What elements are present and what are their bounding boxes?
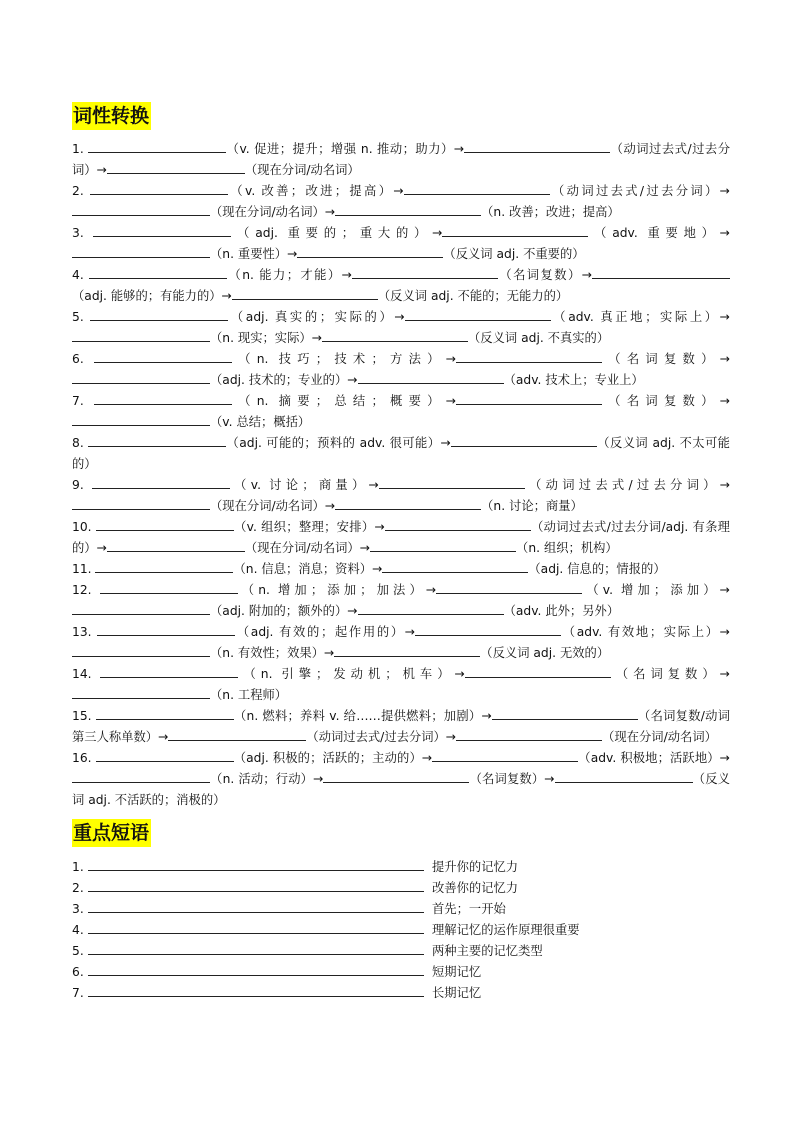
form-hint: （n. 引擎；发动机；机车）→: [238, 667, 465, 681]
answer-blank[interactable]: [94, 349, 232, 363]
phrase-item: [72, 941, 730, 962]
word-conversion-item: [72, 391, 730, 433]
answer-blank[interactable]: [88, 878, 424, 892]
form-hint: （adj. 可能的；预料的 adv. 很可能）→: [226, 436, 451, 450]
answer-blank[interactable]: [335, 202, 481, 216]
form-hint: （adv. 重要地）→: [588, 226, 730, 240]
answer-blank[interactable]: [379, 475, 525, 489]
form-hint: （adj. 信息的；情报的）: [528, 562, 666, 576]
item-number: 4.: [72, 923, 84, 937]
form-hint: （反义词 adj. 不活跃的；消极的）: [72, 772, 730, 807]
answer-blank[interactable]: [335, 496, 481, 510]
word-conversion-item: [72, 706, 730, 748]
answer-blank[interactable]: [72, 412, 210, 426]
form-hint: （现在分词/动名词）: [602, 730, 717, 744]
word-conversion-item: [72, 748, 730, 811]
form-hint: （adv. 真正地；实际上）→: [550, 310, 730, 324]
form-hint: （adj. 重要的；重大的）→: [231, 226, 443, 240]
form-hint: （名词复数）→: [469, 772, 555, 786]
answer-blank[interactable]: [465, 664, 611, 678]
answer-blank[interactable]: [88, 899, 424, 913]
form-hint: （动词过去式/过去分词）→: [524, 478, 731, 492]
form-hint: （反义词 adj. 不真实的）: [468, 331, 610, 345]
form-hint: （adv. 此外；另外）: [503, 604, 620, 618]
section-title-key-phrases: 重点短语: [72, 819, 151, 847]
answer-blank[interactable]: [72, 244, 210, 258]
answer-blank[interactable]: [464, 139, 610, 153]
form-hint: （adj. 积极的；活跃的；主动的）→: [233, 751, 433, 765]
word-conversion-item: [72, 139, 730, 181]
item-number: 16.: [72, 751, 92, 765]
answer-blank[interactable]: [97, 622, 235, 636]
form-hint: （n. 技巧；技术；方法）→: [231, 352, 457, 366]
word-conversion-item: [72, 622, 730, 664]
answer-blank[interactable]: [405, 307, 551, 321]
answer-blank[interactable]: [90, 181, 228, 195]
form-hint: （n. 重要性）→: [210, 247, 298, 261]
answer-blank[interactable]: [107, 538, 245, 552]
answer-blank[interactable]: [451, 433, 597, 447]
form-hint: （adj. 真实的；实际的）→: [228, 310, 405, 324]
answer-blank[interactable]: [232, 286, 378, 300]
item-number: 2.: [72, 881, 84, 895]
form-hint: （v. 增加；添加）→: [582, 583, 730, 597]
item-number: 7.: [72, 986, 84, 1000]
answer-blank[interactable]: [358, 370, 504, 384]
item-number: 8.: [72, 436, 84, 450]
item-number: 12.: [72, 583, 92, 597]
answer-blank[interactable]: [88, 941, 424, 955]
answer-blank[interactable]: [492, 706, 638, 720]
phrase-meaning: 长期记忆: [432, 986, 482, 1000]
answer-blank[interactable]: [100, 580, 238, 594]
phrase-item: [72, 983, 730, 1004]
form-hint: （adv. 有效地；实际上）→: [561, 625, 730, 639]
form-hint: （动词过去式/过去分词）→: [306, 730, 457, 744]
answer-blank[interactable]: [96, 517, 234, 531]
word-conversion-item: [72, 433, 730, 475]
answer-blank[interactable]: [72, 370, 210, 384]
item-number: 15.: [72, 709, 92, 723]
phrase-meaning: 两种主要的记忆类型: [432, 944, 543, 958]
worksheet-page: [72, 94, 730, 1004]
answer-blank[interactable]: [96, 706, 234, 720]
answer-blank[interactable]: [88, 857, 424, 871]
answer-blank[interactable]: [88, 920, 424, 934]
item-number: 14.: [72, 667, 92, 681]
answer-blank[interactable]: [436, 580, 582, 594]
phrase-meaning: 改善你的记忆力: [432, 881, 519, 895]
answer-blank[interactable]: [72, 685, 210, 699]
answer-blank[interactable]: [94, 391, 232, 405]
answer-blank[interactable]: [382, 559, 528, 573]
form-hint: （名词复数）→: [602, 352, 730, 366]
form-hint: （动词过去式/过去分词）→: [549, 184, 730, 198]
answer-blank[interactable]: [404, 181, 550, 195]
form-hint: （adj. 技术的；专业的）→: [210, 373, 358, 387]
form-hint: （名词复数）→: [497, 268, 592, 282]
answer-blank[interactable]: [90, 307, 228, 321]
answer-blank[interactable]: [323, 769, 469, 783]
item-number: 9.: [72, 478, 84, 492]
answer-blank[interactable]: [72, 601, 210, 615]
answer-blank[interactable]: [555, 769, 693, 783]
answer-blank[interactable]: [432, 748, 578, 762]
form-hint: （adv. 积极地；活跃地）→: [578, 751, 730, 765]
form-hint: （v. 促进；提升；增强 n. 推动；助力）→: [226, 142, 465, 156]
form-hint: （反义词 adj. 不重要的）: [443, 247, 585, 261]
form-hint: （动词过去式/过去分词）→: [72, 142, 730, 177]
form-hint: （n. 有效性；效果）→: [210, 646, 335, 660]
form-hint: （现在分词/动名词）→: [210, 205, 336, 219]
phrase-meaning: 首先；一开始: [432, 902, 506, 916]
answer-blank[interactable]: [93, 223, 231, 237]
form-hint: （反义词 adj. 不太可能的）: [72, 436, 730, 471]
word-conversion-item: [72, 664, 730, 706]
form-hint: （名词复数）→: [610, 667, 730, 681]
item-number: 5.: [72, 310, 84, 324]
answer-blank[interactable]: [100, 664, 238, 678]
item-number: 3.: [72, 902, 84, 916]
word-conversion-item: [72, 517, 730, 559]
answer-blank[interactable]: [72, 202, 210, 216]
form-hint: （动词过去式/过去分词/adj. 有条理的）→: [72, 520, 730, 555]
answer-blank[interactable]: [72, 643, 210, 657]
form-hint: （现在分词/动名词）→: [244, 541, 371, 555]
word-conversion-item: [72, 223, 730, 265]
form-hint: （adj. 有效的；起作用的）→: [235, 625, 416, 639]
answer-blank[interactable]: [297, 244, 443, 258]
answer-blank[interactable]: [370, 538, 516, 552]
word-conversion-list: [72, 139, 730, 811]
form-hint: （n. 摘要；总结；概要）→: [231, 394, 457, 408]
phrase-item: [72, 899, 730, 920]
phrase-item: [72, 857, 730, 878]
form-hint: （n. 活动；行动）→: [210, 772, 324, 786]
form-hint: （v. 组织；整理；安排）→: [233, 520, 385, 534]
form-hint: （v. 讨论；商量）→: [229, 478, 379, 492]
form-hint: （名词复数）→: [602, 394, 730, 408]
form-hint: （n. 讨论；商量）: [481, 499, 583, 513]
form-hint: （n. 能力；才能）→: [227, 268, 352, 282]
item-number: 2.: [72, 184, 84, 198]
phrase-item: [72, 920, 730, 941]
answer-blank[interactable]: [88, 983, 424, 997]
answer-blank[interactable]: [95, 559, 233, 573]
phrase-meaning: 提升你的记忆力: [432, 860, 519, 874]
word-conversion-item: [72, 265, 730, 307]
form-hint: （n. 工程师）: [210, 688, 288, 702]
form-hint: （名词复数/动词第三人称单数）→: [72, 709, 730, 744]
answer-blank[interactable]: [107, 160, 245, 174]
answer-blank[interactable]: [72, 769, 210, 783]
form-hint: （adj. 附加的；额外的）→: [210, 604, 358, 618]
answer-blank[interactable]: [415, 622, 561, 636]
item-number: 5.: [72, 944, 84, 958]
phrase-item: [72, 878, 730, 899]
answer-blank[interactable]: [592, 265, 730, 279]
form-hint: （n. 现实；实际）→: [210, 331, 322, 345]
form-hint: （现在分词/动名词）: [244, 163, 360, 177]
form-hint: （n. 组织；机构）: [516, 541, 618, 555]
phrase-meaning: 理解记忆的运作原理很重要: [432, 923, 580, 937]
form-hint: （adv. 技术上；专业上）: [503, 373, 644, 387]
form-hint: （反义词 adj. 不能的；无能力的）: [377, 289, 569, 303]
form-hint: （v. 总结；概括）: [210, 415, 311, 429]
word-conversion-item: [72, 349, 730, 391]
answer-blank[interactable]: [358, 601, 504, 615]
form-hint: （adj. 能够的；有能力的）→: [72, 289, 232, 303]
answer-blank[interactable]: [89, 265, 227, 279]
answer-blank[interactable]: [96, 748, 234, 762]
phrase-meaning: 短期记忆: [432, 965, 482, 979]
item-number: 6.: [72, 965, 84, 979]
answer-blank[interactable]: [88, 962, 424, 976]
item-number: 10.: [72, 520, 92, 534]
phrase-item: [72, 962, 730, 983]
answer-blank[interactable]: [72, 496, 210, 510]
item-number: 4.: [72, 268, 84, 282]
item-number: 7.: [72, 394, 84, 408]
answer-blank[interactable]: [322, 328, 468, 342]
answer-blank[interactable]: [72, 328, 210, 342]
section-title-part-of-speech: 词性转换: [72, 102, 151, 130]
word-conversion-item: [72, 475, 730, 517]
item-number: 13.: [72, 625, 92, 639]
item-number: 1.: [72, 142, 84, 156]
answer-blank[interactable]: [352, 265, 498, 279]
answer-blank[interactable]: [168, 727, 306, 741]
item-number: 11.: [72, 562, 92, 576]
answer-blank[interactable]: [456, 391, 602, 405]
word-conversion-item: [72, 307, 730, 349]
item-number: 6.: [72, 352, 84, 366]
form-hint: （n. 信息；消息；资料）→: [233, 562, 383, 576]
form-hint: （v. 改善；改进；提高）→: [228, 184, 404, 198]
answer-blank[interactable]: [88, 139, 226, 153]
answer-blank[interactable]: [385, 517, 531, 531]
word-conversion-item: [72, 559, 730, 580]
answer-blank[interactable]: [456, 727, 602, 741]
form-hint: （n. 改善；改进；提高）: [481, 205, 620, 219]
item-number: 3.: [72, 226, 84, 240]
form-hint: （n. 燃料；养料 v. 给……提供燃料；加剧）→: [233, 709, 492, 723]
answer-blank[interactable]: [88, 433, 226, 447]
answer-blank[interactable]: [456, 349, 602, 363]
form-hint: （n. 增加；添加；加法）→: [237, 583, 437, 597]
answer-blank[interactable]: [334, 643, 480, 657]
key-phrase-list: [72, 857, 730, 1004]
form-hint: （现在分词/动名词）→: [210, 499, 336, 513]
answer-blank[interactable]: [92, 475, 230, 489]
form-hint: （反义词 adj. 无效的）: [480, 646, 610, 660]
item-number: 1.: [72, 860, 84, 874]
answer-blank[interactable]: [442, 223, 588, 237]
word-conversion-item: [72, 181, 730, 223]
word-conversion-item: [72, 580, 730, 622]
